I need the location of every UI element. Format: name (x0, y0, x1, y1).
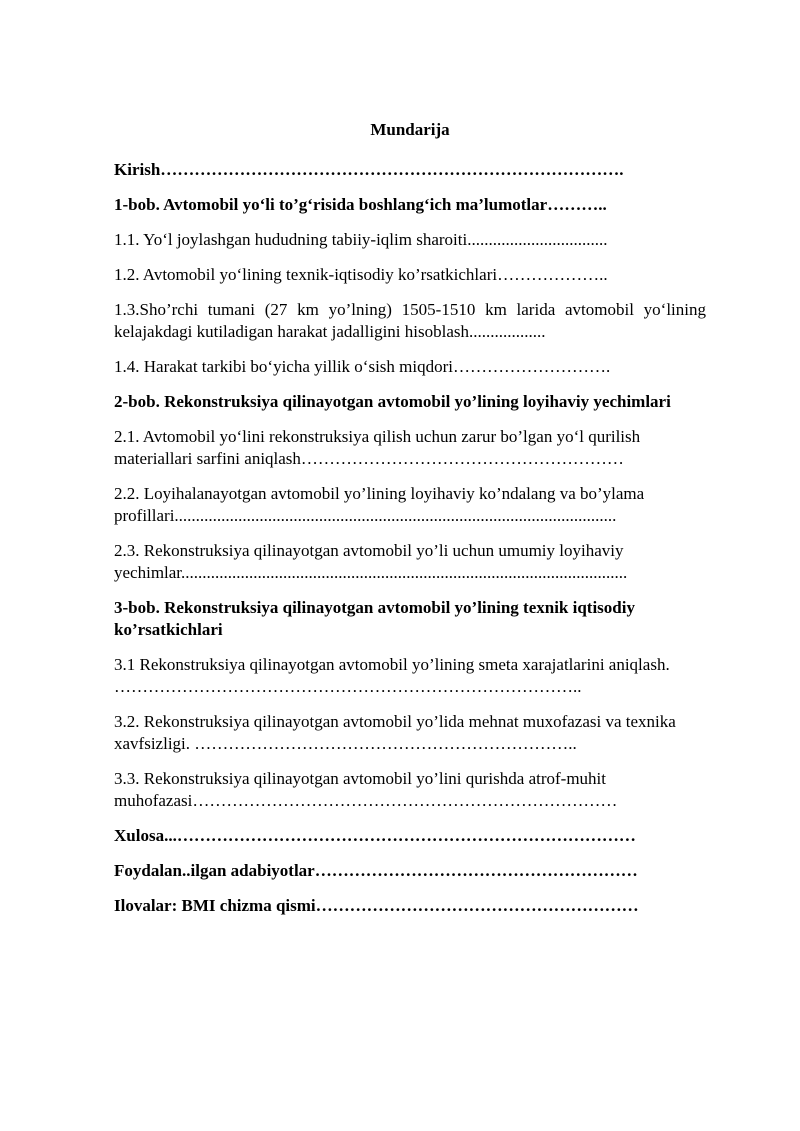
toc-entry-ilovalar: Ilovalar: BMI chizma qismi………………………………………………… (114, 896, 639, 915)
toc-entry-3-2: 3.2. Rekonstruksiya qilinayotgan avtomobil yo’lida mehnat muxofazasi va texnika xavfsizligi. ………………………………………………………….. (114, 712, 676, 753)
toc-entry-3-1: 3.1 Rekonstruksiya qilinayotgan avtomobil yo’lining smeta xarajatlarini aniqlash. ……………………………………………………………………….. (114, 655, 670, 696)
toc-entry-xulosa: Xulosa...……………………………………………………………………… (114, 826, 636, 845)
toc-entry-chapter-3: 3-bob. Rekonstruksiya qilinayotgan avtomobil yo’lining texnik iqtisodiy ko’rsatkichlari (114, 598, 635, 639)
toc-entry-2-3: 2.3. Rekonstruksiya qilinayotgan avtomobil yo’li uchun umumiy loyihaviy yechimlar......................................................................................................... (114, 541, 628, 582)
toc-entry-adabiyotlar: Foydalan..ilgan adabiyotlar………………………………………………… (114, 861, 638, 880)
table-of-contents (114, 159, 706, 930)
toc-entry-1-2: 1.2. Avtomobil yo‘lining texnik-iqtisodiy ko’rsatkichlari……………….. (114, 265, 608, 284)
toc-entry-chapter-2: 2-bob. Rekonstruksiya qilinayotgan avtomobil yo’lining loyihaviy yechimlari (114, 392, 671, 411)
toc-entry-2-2: 2.2. Loyihalanayotgan avtomobil yo’lining loyihaviy ko’ndalang va bo’ylama profillari........................................................................................................ (114, 484, 645, 525)
toc-entry-1-1: 1.1. Yo‘l joylashgan hududning tabiiy-iqlim sharoiti................................. (114, 230, 608, 249)
toc-entry-2-1: 2.1. Avtomobil yo‘lini rekonstruksiya qilish uchun zarur bo’lgan yo‘l qurilish materiallari sarfini aniqlash………………………………………………… (114, 427, 641, 468)
page-title: Mundarija (370, 120, 450, 139)
toc-entry-1-3: 1.3.Sho’rchi tumani (27 km yo’lning) 1505-1510 km larida avtomobil yo‘lining kelajakdagi kutiladigan harakat jadalligini hisoblash.................. (114, 300, 706, 341)
toc-entry-3-3: 3.3. Rekonstruksiya qilinayotgan avtomobil yo’lini qurishda atrof-muhit muhofazasi………………………………………………………………… (114, 769, 618, 810)
toc-entry-kirish: Kirish………………………………………………………………………. (114, 160, 624, 179)
toc-entry-chapter-1: 1-bob. Avtomobil yo‘li to’g‘risida boshlang‘ich ma’lumotlar……….. (114, 195, 607, 214)
toc-entry-1-4: 1.4. Harakat tarkibi bo‘yicha yillik o‘sish miqdori………………………. (114, 357, 611, 376)
